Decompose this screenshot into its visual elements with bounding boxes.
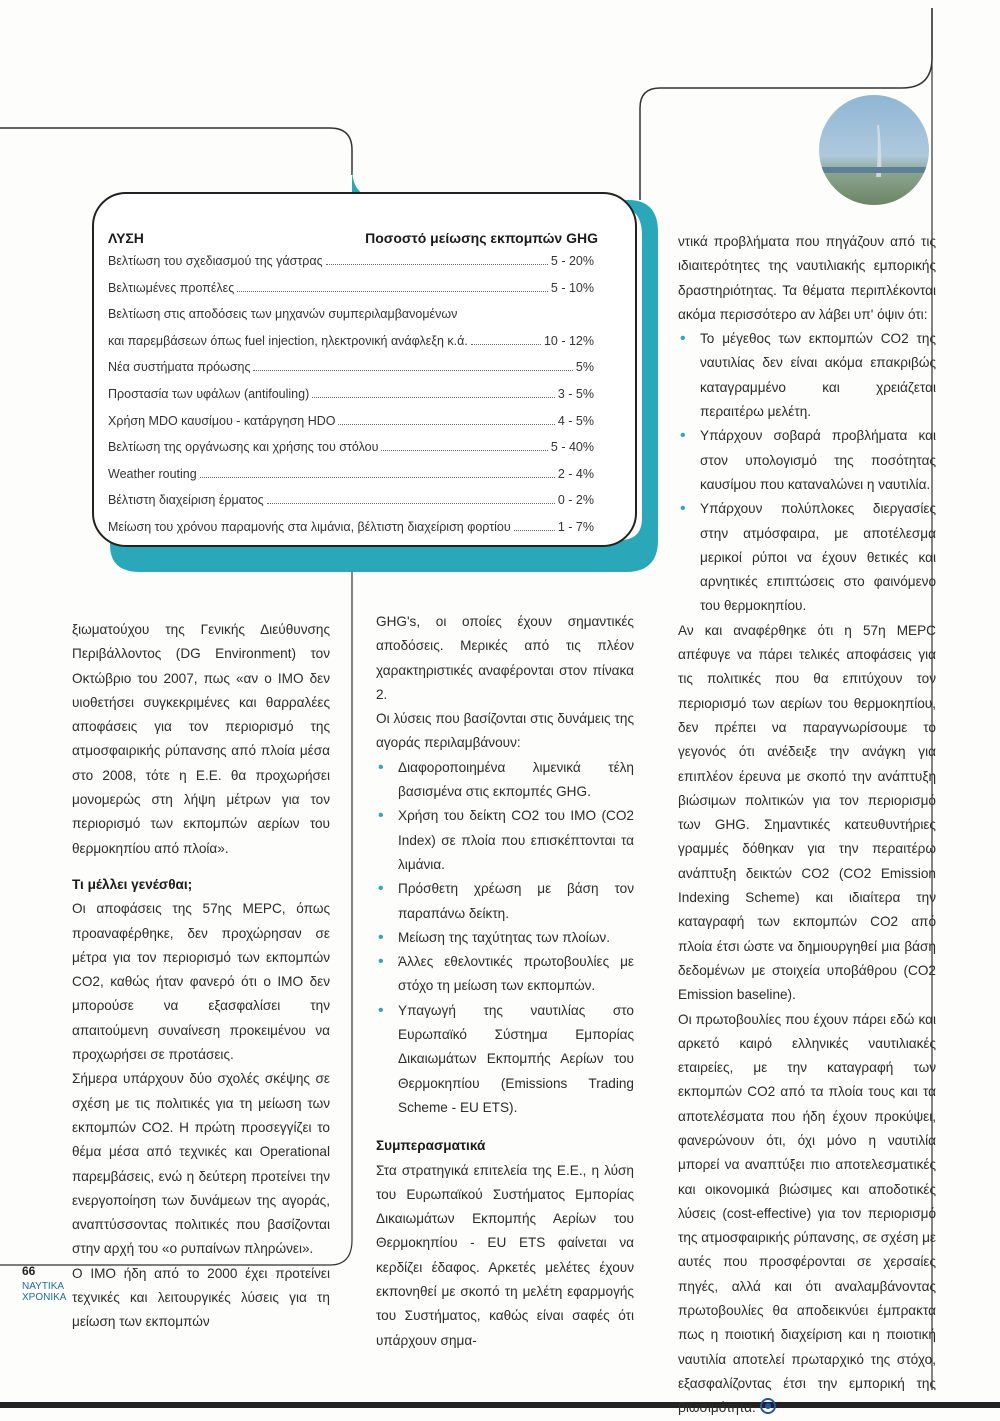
table-row-value: 1 - 7% <box>557 520 594 534</box>
publication-name <box>22 1281 66 1303</box>
table-row-label: Βελτίωση στις αποδόσεις των μηχανών συμπεριλαμβανομένων <box>108 307 458 322</box>
table-row-label: Χρήση MDO καυσίμου - κατάργηση HDO <box>108 413 336 428</box>
list-item: • Υπάρχουν σοβαρά προβλήματα και στον υπολογισμό της ποσότητας καυσίμου που καταναλώνει η ναυτιλία. <box>700 424 936 497</box>
table-row-value: 2 - 4% <box>557 466 594 481</box>
table-row-label: Μείωση του χρόνου παραμονής στα λιμάνια, βέλτιστη διαχείριση φορτίου <box>108 520 511 534</box>
table-row-label: Νέα συστήματα πρόωσης <box>108 360 251 375</box>
list-item: • Άλλες εθελοντικές πρωτοβουλίες με στόχο τη μείωση των εκπομπών. <box>398 950 634 999</box>
table-row <box>108 281 594 295</box>
right-column <box>678 230 936 1421</box>
mid-paragraph-2: Οι λύσεις που βασίζονται στις δυνάμεις της αγοράς περιλαμβάνουν: <box>376 711 634 751</box>
mid-paragraph-1: GHG's, οι οποίες έχουν σημαντικές αποδόσεις. Μερικές από τις πλέον χαρακτηριστικές αναφέρονται στον πίνακα 2. <box>376 614 634 702</box>
table-row <box>108 414 594 428</box>
left-paragraph-1: ξιωματούχου της Γενικής Διεύθυνσης Περιβάλλοντος (DG Environment) τον Οκτώβριο του 2007, πως «αν ο IMO δεν υιοθετήσει συγκεκριμένες και θαρραλέες αποφάσεις για τον περιορισμό της ατμοσφαιρικής ρύπανσης από πλοία μέσα στο 2008, τότε η Ε.Ε. θα προχωρήσει μονομερώς στη λήψη μέτρων για τον περιορισμό των εκπομπών αερίων του θερμοκηπίου από πλοία». <box>72 622 330 856</box>
mid-bullet-list <box>376 756 634 1120</box>
dot-leader <box>253 370 572 371</box>
table-row-value: 5% <box>575 360 594 375</box>
end-of-article-icon <box>760 1398 776 1414</box>
table-header-solution: ΛΥΣΗ <box>108 230 144 246</box>
list-item: • Μείωση της ταχύτητας των πλοίων. <box>398 926 634 950</box>
table-row-label: Βελτιωμένες προπέλες <box>108 280 235 295</box>
list-item: • Διαφοροποιημένα λιμενικά τέλη βασισμένα στις εκπομπές GHG. <box>398 756 634 805</box>
left-column <box>72 618 330 1335</box>
dot-leader <box>312 397 555 398</box>
table-row-label: Βελτίωση του σχεδιασμού της γάστρας <box>108 254 323 268</box>
left-paragraph-2: Οι αποφάσεις της 57ης MEPC, όπως προαναφέρθηκε, δεν προχώρησαν σε μέτρα για τον περιορισμό των εκπομπών CO2, καθώς ήταν φανερό ότι ο IMO δεν μπορούσε να εξασφαλίσει την απαιτούμενη συναίνεση προκειμένου να προχωρήσει σε προτάσεις. <box>72 901 330 1063</box>
table-row <box>108 254 594 268</box>
waterspout-photo <box>819 95 929 205</box>
table-row-label: Βέλτιστη διαχείριση έρματος <box>108 493 264 508</box>
dot-leader <box>514 530 555 531</box>
table-row <box>108 360 594 374</box>
list-item: • Υπαγωγή της ναυτιλίας στο Ευρωπαϊκό Σύστημα Εμπορίας Δικαιωμάτων Εκπομπής Αερίων του Θερμοκηπίου (Emissions Trading Scheme - EU ETS). <box>398 999 634 1120</box>
list-item: • Το μέγεθος των εκπομπών CO2 της ναυτιλίας δεν είναι ακόμα επακριβώς καταγραμμένο και χρειάζεται περαιτέρω μελέτη. <box>700 327 936 424</box>
list-item: • Πρόσθετη χρέωση με βάση τον παραπάνω δείκτη. <box>398 877 634 926</box>
page-number: 66 <box>22 1264 36 1278</box>
right-paragraph-3 <box>678 1008 936 1421</box>
table-row-value: 10 - 12% <box>543 333 594 348</box>
publication-name-line-1: ΝΑΥΤΙΚΑ <box>22 1281 65 1292</box>
right-paragraph-3-text: Οι πρωτοβουλίες που έχουν πάρει εδώ και αρκετό καιρό ελληνικές ναυτιλιακές εταιρείες, με την καταγραφή των εκπομπών CO2 από τα πλοία τους και τα αποτελέσματα που ήδη έχουν προκύψει, φανερώνουν ότι, όχι μόνο η ναυτιλία μπορεί να αναπτύξει πιο αποτελεσματικές και οικονομικά βιώσιμες και αποδοτικές λύσεις (cost-effective) για τον περιορισμό της ατμοσφαιρικής ρύπανσης, σε σχέση με αυτές που προσφέρονται σε χερσαίες πηγές, αλλά και ότι αναλαμβάνοντας πρωτοβουλίες θα αποδεικνύει έμπρακτα πως η ποιοτική διαχείριση και η ποιοτική ναυτιλία αποτελεί πρωταρχικό της στόχο, εξασφαλίζοντας έτσι την εμπορική της βιωσιμότητα. <box>678 1011 936 1416</box>
publication-name-line-2: ΧΡΟΝΙΚΑ <box>22 1292 67 1303</box>
dot-leader <box>338 424 554 425</box>
table-row <box>108 467 594 481</box>
mid-heading: Συμπερασματικά <box>376 1138 486 1154</box>
dot-leader <box>326 264 548 265</box>
left-paragraph-4: Ο IMO ήδη από το 2000 έχει προτείνει τεχνικές και λειτουργικές λύσεις για τη μείωση των εκπομπών <box>72 1265 330 1330</box>
table-row-value: 5 - 20% <box>550 254 594 268</box>
table-row-label: Προστασία των υφάλων (antifouling) <box>108 387 310 401</box>
dot-leader <box>267 503 555 504</box>
dot-leader <box>237 291 548 292</box>
right-paragraph-2: Αν και αναφέρθηκε ότι η 57η MEPC απέφυγε να πάρει τελικές αποφάσεις για τις πολιτικές που θα επιτύχουν τον περιορισμό των αερίων του θερμοκηπίου, δεν πρέπει να παραγνωρίσουμε το γεγονός ότι ανέδειξε την ανάγκη για επιπλέον έρευνα με σκοπό την ανάπτυξη βιώσιμων πολιτικών για τον περιορισμό των GHG. Σημαντικές κατευθυντήριες γραμμές δόθηκαν για την περαιτέρω ανάπτυξη δεικτών CO2 (CO2 Emission Indexing Scheme) και ιδιαίτερα την καταγραφή των εκπομπών CO2 από πλοία έτσι ώστε να δημιουργηθεί μια βάση δεδομένων με στοιχεία υποβάθρου (CO2 Emission baseline). <box>678 622 936 1003</box>
table-row-value: 0 - 2% <box>557 493 594 508</box>
table-row-value: 5 - 10% <box>550 280 594 295</box>
table-header-percentage: Ποσοστό μείωσης εκπομπών GHG <box>365 230 598 246</box>
left-paragraph-3: Σήμερα υπάρχουν δύο σχολές σκέψης σε σχέση με τις πολιτικές για τη μείωση των εκπομπών CO2. Η πρώτη προσεγγίζει το θέμα μέσα από τεχνικές και Operational παρεμβάσεις, ενώ η δεύτερη προτείνει την ενεργοποίηση των δυνάμεων της αγοράς, αναπτύσσοντας πολιτικές που βασίζονται στην αρχή του «ο ρυπαίνων πληρώνει». <box>72 1071 330 1257</box>
middle-column <box>376 610 634 1353</box>
table-row <box>108 334 594 348</box>
table-row-label: Βελτίωση της οργάνωσης και χρήσης του στόλου <box>108 440 379 455</box>
table-row <box>108 520 594 534</box>
left-heading: Τι μέλλει γενέσθαι; <box>72 876 193 892</box>
table-row <box>108 493 594 507</box>
table-row-value: 5 - 40% <box>550 440 594 455</box>
table-row-label: και παρεμβάσεων όπως fuel injection, ηλεκτρονική ανάφλεξη κ.ά. <box>108 333 468 348</box>
table-row-label: Weather routing <box>108 466 197 481</box>
dot-leader <box>381 450 547 451</box>
mid-paragraph-3: Στα στρατηγικά επιτελεία της Ε.Ε., η λύση του Ευρωπαϊκού Συστήματος Εμπορίας Δικαιωμάτων Εκπομπής Αερίων του Θερμοκηπίου - EU ETS φαίνεται να κερδίζει έδαφος. Αρκετές μελέτες έχουν εκπονηθεί με σκοπό τη μελέτη εφαρμογής του Συστήματος, καθώς είναι σαφές ότι υπάρχουν σημα- <box>376 1162 634 1348</box>
dot-leader <box>200 477 555 478</box>
table-row <box>108 307 594 321</box>
list-item: • Υπάρχουν πολύπλοκες διεργασίες στην ατμόσφαιρα, με αποτέλεσμα μερικοί ρύποι να έχουν θετικές και αρνητικές επιπτώσεις στο φαινόμενο του θερμοκηπίου. <box>700 497 936 618</box>
table-row <box>108 387 594 401</box>
dot-leader <box>471 344 541 345</box>
table-header <box>108 230 598 246</box>
right-bullet-list <box>678 327 936 619</box>
list-item: • Χρήση του δείκτη CO2 του IMO (CO2 Index) σε πλοία που επισκέπτονται τα λιμάνια. <box>398 804 634 877</box>
table-row <box>108 440 594 454</box>
table-row-value: 4 - 5% <box>557 413 594 428</box>
right-paragraph-1: ντικά προβλήματα που πηγάζουν από τις ιδιαιτερότητες της ναυτιλιακής εμπορικής δραστηριότητας. Τα θέματα περιπλέκονται ακόμα περισσότερο αν λάβει υπ' όψιν ότι: <box>678 234 936 322</box>
table-row-value: 3 - 5% <box>557 387 594 401</box>
